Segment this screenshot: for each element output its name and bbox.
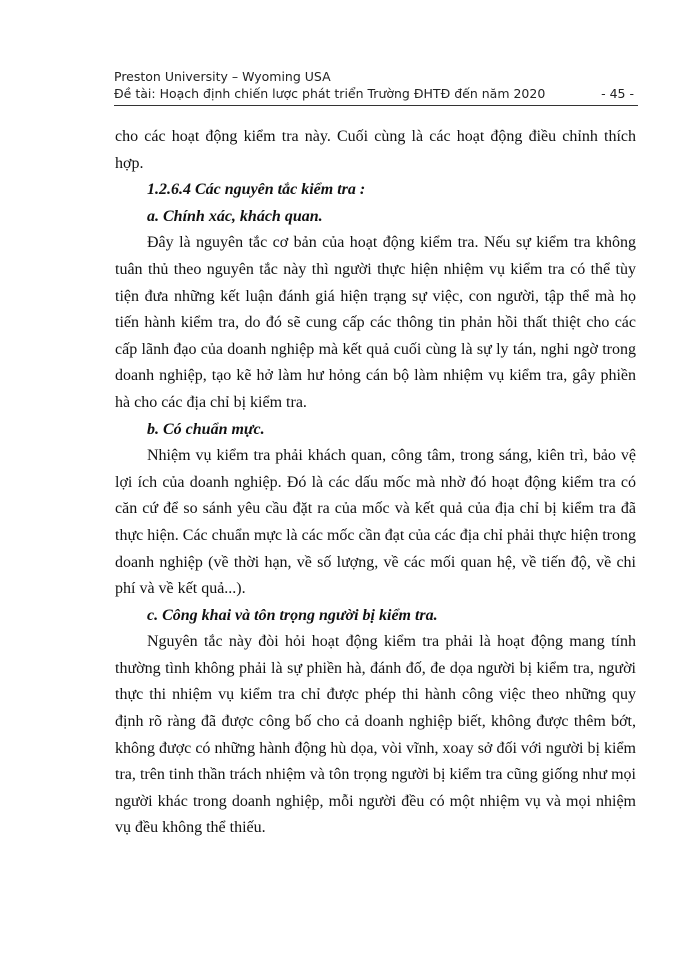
page-number: - 45 - (601, 86, 634, 101)
paragraph-b: Nhiệm vụ kiểm tra phải khách quan, công tâm, trong sáng, kiên trì, bảo vệ lợi ích của doanh nghiệp. Đó là các dấu mốc mà nhờ đó hoạt động kiểm tra có căn cứ để so sánh yêu cầu đặt ra của mốc và kết quả của địa chỉ bị kiểm tra đã thực hiện. Các chuẩn mực là các mốc cần đạt của các địa chỉ phải thực hiện trong doanh nghiệp (về thời hạn, về số lượng, về các mối quan hệ, về tiến độ, về chi phí và về kết quả...). (115, 447, 636, 598)
paragraph-a: Đây là nguyên tắc cơ bản của hoạt động kiểm tra. Nếu sự kiểm tra không tuân thủ theo nguyên tắc này thì người thực hiện nhiệm vụ kiểm tra có thể tùy tiện đưa những kết luận đánh giá hiện trạng sự việc, con người, tập thể mà họ tiến hành kiểm tra, do đó sẽ cung cấp các thông tin phản hồi thất thiệt cho các cấp lãnh đạo của doanh nghiệp mà kết quả cuối cùng là sự ly tán, nghi ngờ trong doanh nghiệp, tạo kẽ hở làm hư hỏng cán bộ làm nhiệm vụ kiểm tra, gây phiền hà cho các địa chỉ bị kiểm tra. (115, 234, 636, 411)
header-university: Preston University – Wyoming USA (114, 69, 331, 84)
header-divider (114, 105, 638, 106)
header-topic-row (114, 85, 634, 102)
subheading-a: a. Chính xác, khách quan. (147, 207, 323, 225)
page-header (114, 68, 634, 102)
section-heading: 1.2.6.4 Các nguyên tắc kiểm tra : (147, 181, 366, 199)
paragraph-continuation: cho các hoạt động kiểm tra này. Cuối cùng là các hoạt động điều chỉnh thích hợp. (115, 128, 636, 172)
document-body (115, 124, 636, 842)
header-topic: Đề tài: Hoạch định chiến lược phát triển Trường ĐHTĐ đến năm 2020 (114, 86, 546, 101)
paragraph-c: Nguyên tắc này đòi hỏi hoạt động kiểm tra phải là hoạt động mang tính thường tình không phải là sự phiền hà, đánh đố, đe dọa người bị kiểm tra, người thực thi nhiệm vụ kiểm tra chỉ được phép thi hành công việc theo những quy định rõ ràng đã được công bố cho cả doanh nghiệp biết, không được thêm bớt, không được có những hành động hù dọa, vòi vĩnh, xoay sở đối với người bị kiểm tra, trên tinh thần trách nhiệm và tôn trọng người bị kiểm tra cũng giống như mọi người khác trong doanh nghiệp, mỗi người đều có một nhiệm vụ và mọi nhiệm vụ đều không thể thiếu. (115, 633, 636, 837)
subheading-c: c. Công khai và tôn trọng người bị kiểm tra. (147, 606, 438, 624)
subheading-b: b. Có chuẩn mực. (147, 420, 265, 438)
